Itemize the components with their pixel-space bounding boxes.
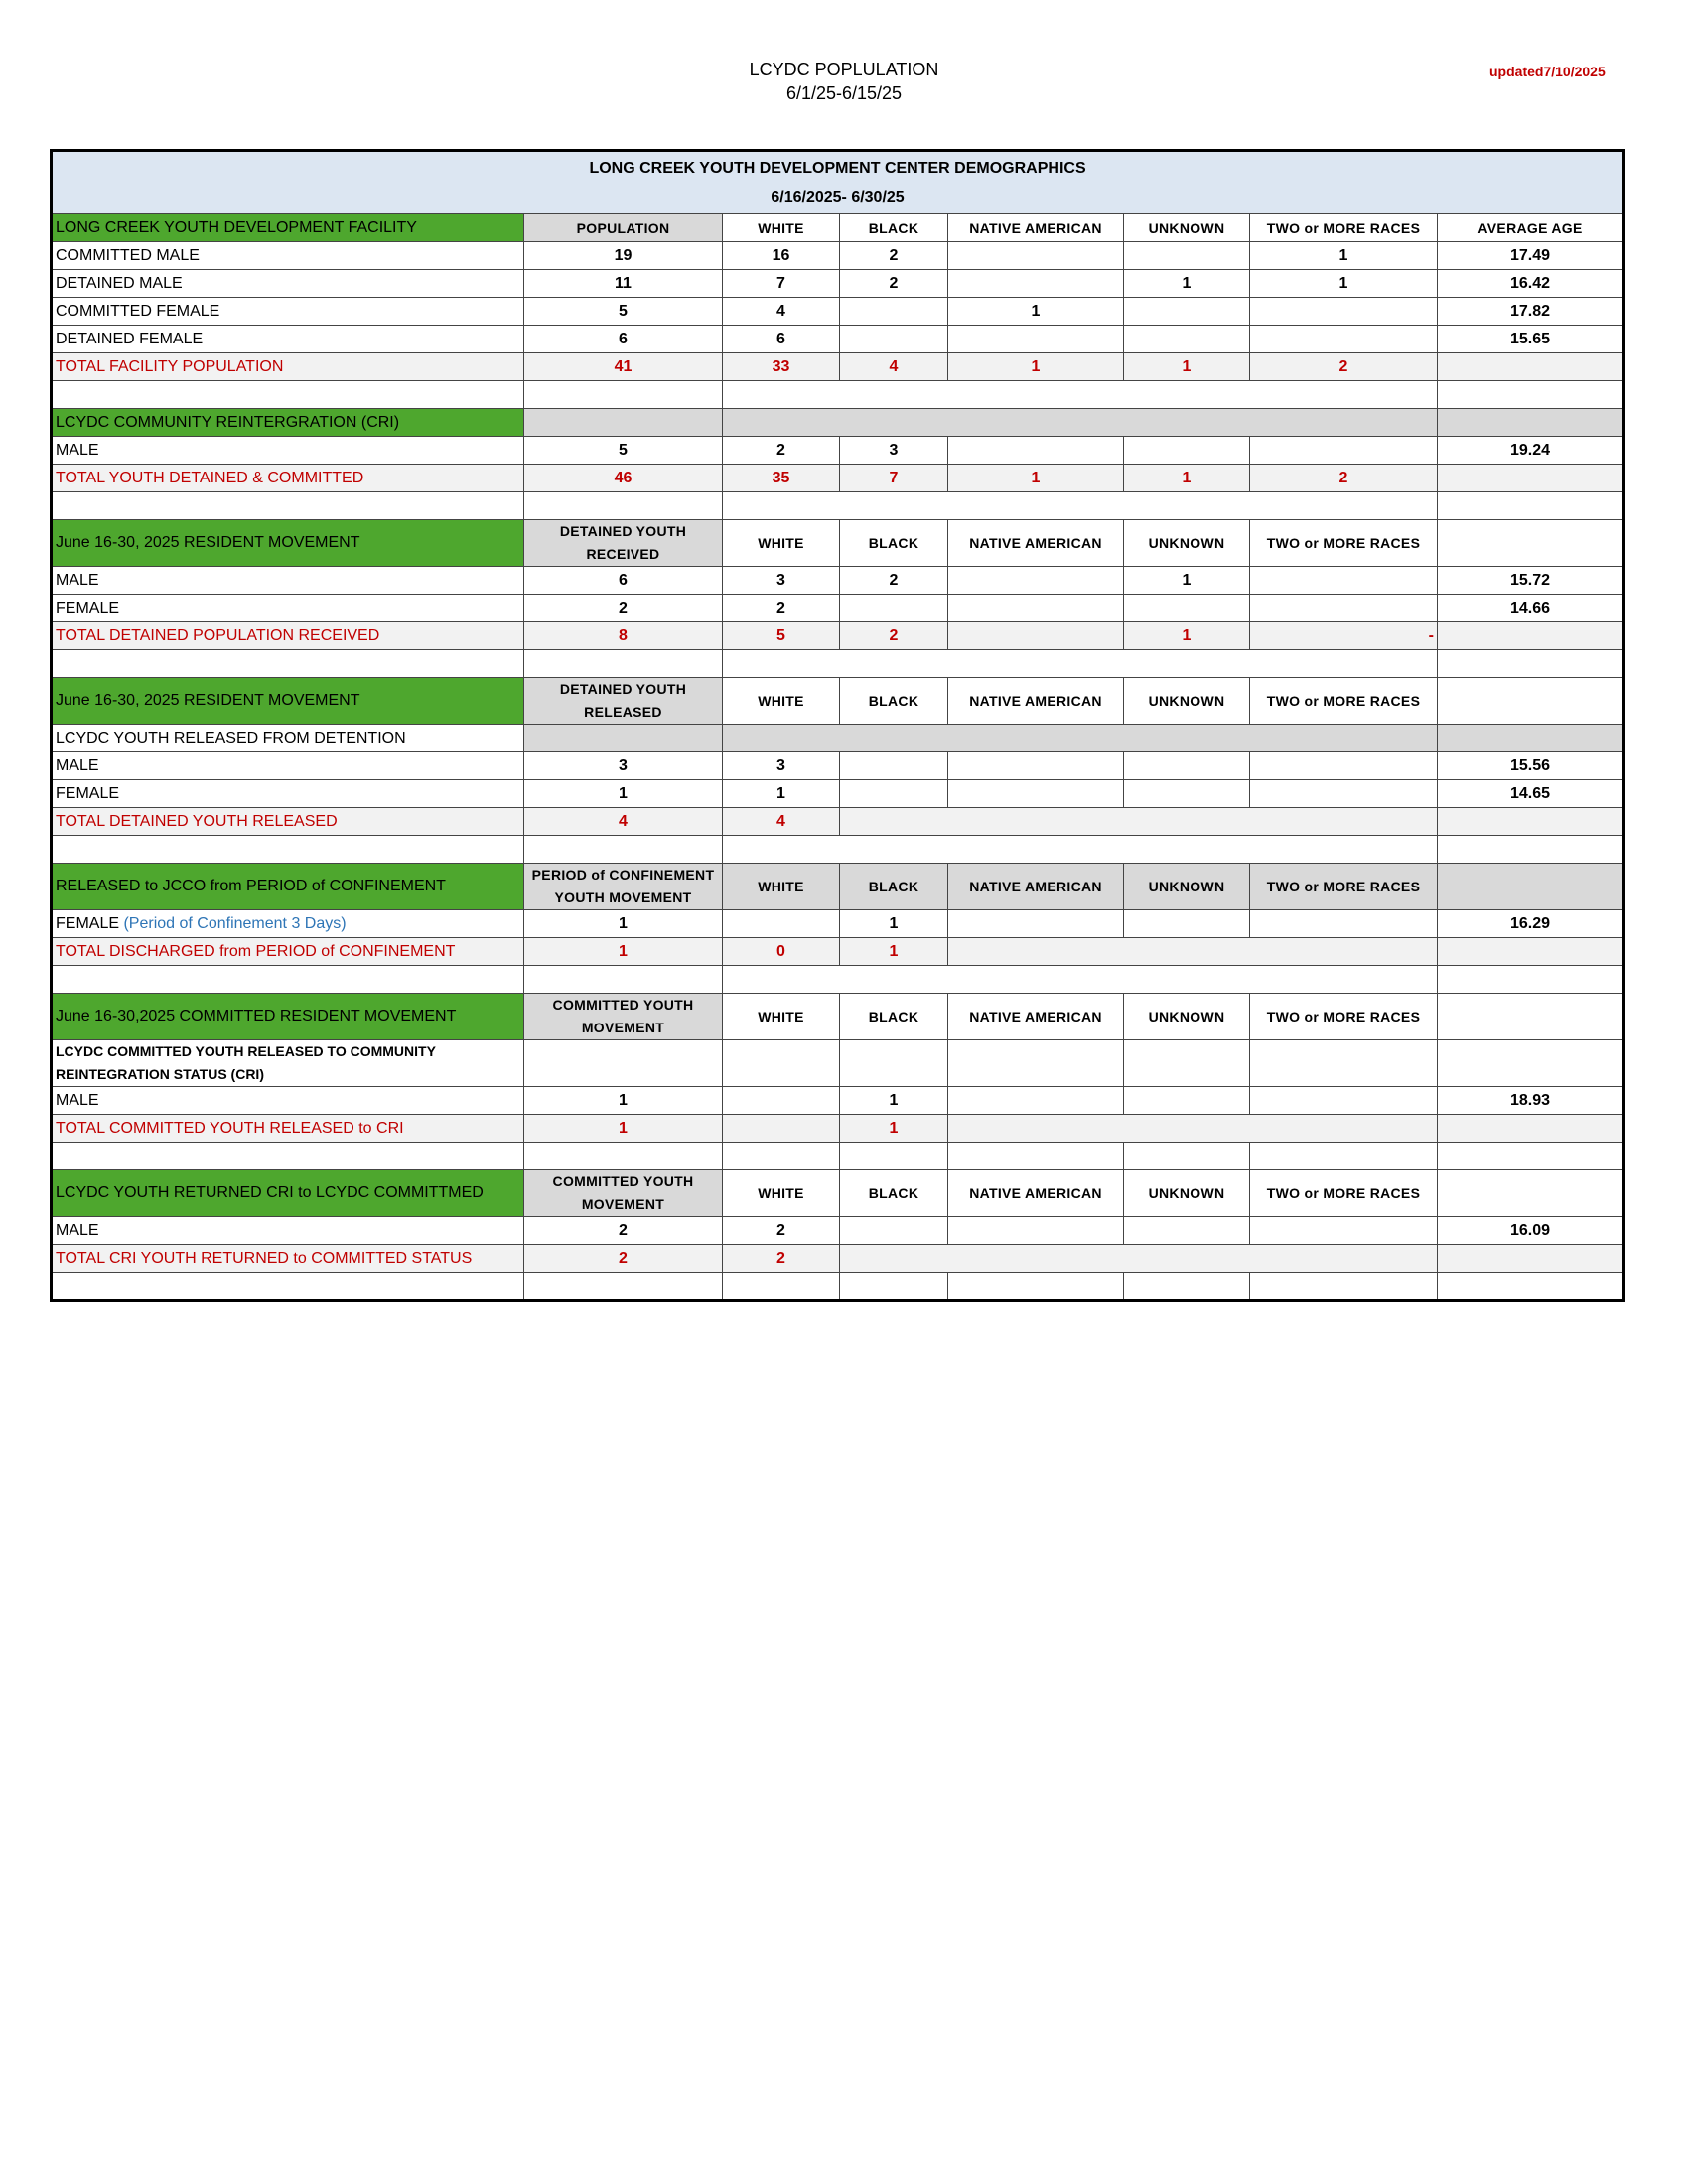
cell-population: 1 (524, 938, 723, 966)
cell-native: 1 (948, 465, 1124, 492)
cell-population: 2 (524, 1245, 723, 1273)
cell-native: 1 (948, 353, 1124, 381)
cell-black: 2 (840, 242, 948, 270)
spacer-cell (524, 836, 723, 864)
col-black: BLACK (840, 864, 948, 910)
cell-average-age (1438, 1115, 1624, 1143)
spacer-cell (1438, 1170, 1624, 1217)
spacer-cell (723, 1273, 840, 1301)
spacer-cell (52, 836, 524, 864)
cell-black (840, 1217, 948, 1245)
facility-header-row (52, 214, 1624, 242)
cell-population: 2 (524, 595, 723, 622)
spacer-cell (840, 1245, 1438, 1273)
spacer-row (52, 836, 1624, 864)
cell-white: 4 (723, 298, 840, 326)
cell-native (948, 622, 1124, 650)
row-label: MALE (52, 1217, 524, 1245)
total-label: TOTAL DETAINED YOUTH RELEASED (52, 808, 524, 836)
cell-average-age (1438, 465, 1624, 492)
cri-section-label: LCYDC COMMUNITY REINTERGRATION (CRI) (52, 409, 524, 437)
spacer-cell (948, 938, 1438, 966)
cell-black: 4 (840, 353, 948, 381)
total-label: TOTAL CRI YOUTH RETURNED to COMMITTED STATUS (52, 1245, 524, 1273)
cell-average-age: 16.29 (1438, 910, 1624, 938)
col-native: NATIVE AMERICAN (948, 520, 1124, 567)
confinement-header-row (52, 864, 1624, 910)
cell-native (948, 1087, 1124, 1115)
spacer-cell (524, 1273, 723, 1301)
row-label: MALE (52, 567, 524, 595)
col-committed-movement: COMMITTED YOUTH MOVEMENT (524, 994, 723, 1040)
table-row (52, 910, 1624, 938)
facility-section-label: LONG CREEK YOUTH DEVELOPMENT FACILITY (52, 214, 524, 242)
cell-black (840, 298, 948, 326)
cell-white: 16 (723, 242, 840, 270)
cell-average-age (1438, 622, 1624, 650)
returned-section-label: LCYDC YOUTH RETURNED CRI to LCYDC COMMITTMED (52, 1170, 524, 1217)
cell-two-or-more (1250, 326, 1438, 353)
cell-two-or-more: 2 (1250, 465, 1438, 492)
col-two-or-more: TWO or MORE RACES (1250, 994, 1438, 1040)
spacer-cell (723, 409, 1438, 437)
cell-white (723, 1087, 840, 1115)
row-label: DETAINED FEMALE (52, 326, 524, 353)
cell-average-age: 19.24 (1438, 437, 1624, 465)
spacer-cell (723, 966, 1438, 994)
table-row (52, 595, 1624, 622)
cell-white: 3 (723, 567, 840, 595)
cell-population: 5 (524, 437, 723, 465)
spacer-cell (723, 1040, 840, 1087)
cell-average-age (1438, 353, 1624, 381)
col-unknown: UNKNOWN (1124, 678, 1250, 725)
spacer-cell (1438, 520, 1624, 567)
cell-population: 4 (524, 808, 723, 836)
table-title-row (52, 151, 1624, 214)
table-row (52, 567, 1624, 595)
cell-unknown: 1 (1124, 353, 1250, 381)
confinement-note: (Period of Confinement 3 Days) (123, 914, 347, 932)
col-white: WHITE (723, 678, 840, 725)
spacer-cell (1124, 1273, 1250, 1301)
cell-average-age (1438, 808, 1624, 836)
cell-white: 5 (723, 622, 840, 650)
spacer-cell (840, 1143, 948, 1170)
table-period: 6/16/2025- 6/30/25 (771, 189, 905, 205)
spacer-cell (1438, 725, 1624, 752)
total-row (52, 1245, 1624, 1273)
row-label: COMMITTED MALE (52, 242, 524, 270)
total-row (52, 808, 1624, 836)
cell-population: 2 (524, 1217, 723, 1245)
cell-white (723, 1115, 840, 1143)
demographics-table (50, 149, 1625, 1302)
cell-population: 1 (524, 1087, 723, 1115)
cell-two-or-more: 2 (1250, 353, 1438, 381)
col-unknown: UNKNOWN (1124, 214, 1250, 242)
cell-average-age: 15.65 (1438, 326, 1624, 353)
spacer-row (52, 492, 1624, 520)
row-label: COMMITTED FEMALE (52, 298, 524, 326)
cell-population: 41 (524, 353, 723, 381)
cell-average-age: 17.49 (1438, 242, 1624, 270)
cell-population: 8 (524, 622, 723, 650)
col-two-or-more: TWO or MORE RACES (1250, 1170, 1438, 1217)
spacer-cell (948, 1040, 1124, 1087)
row-label: FEMALE (56, 914, 120, 932)
col-native: NATIVE AMERICAN (948, 1170, 1124, 1217)
cell-population: 6 (524, 567, 723, 595)
cell-native (948, 270, 1124, 298)
col-confinement-movement: PERIOD of CONFINEMENT YOUTH MOVEMENT (524, 864, 723, 910)
cell-two-or-more: 1 (1250, 270, 1438, 298)
spacer-cell (1438, 994, 1624, 1040)
cell-white: 2 (723, 1217, 840, 1245)
cell-two-or-more (1250, 1087, 1438, 1115)
spacer-cell (52, 650, 524, 678)
cell-white: 0 (723, 938, 840, 966)
table-row (52, 752, 1624, 780)
cell-unknown: 1 (1124, 465, 1250, 492)
cell-population: 19 (524, 242, 723, 270)
cell-two-or-more (1250, 1217, 1438, 1245)
cell-white: 4 (723, 808, 840, 836)
spacer-cell (723, 725, 1438, 752)
col-white: WHITE (723, 520, 840, 567)
spacer-cell (1438, 836, 1624, 864)
col-native: NATIVE AMERICAN (948, 994, 1124, 1040)
spacer-cell (1438, 381, 1624, 409)
cell-population: 3 (524, 752, 723, 780)
table-row (52, 1087, 1624, 1115)
col-black: BLACK (840, 520, 948, 567)
cell-black: 1 (840, 1115, 948, 1143)
spacer-cell (1250, 1273, 1438, 1301)
cell-two-or-more: - (1250, 622, 1438, 650)
spacer-cell (1438, 650, 1624, 678)
cell-unknown (1124, 326, 1250, 353)
col-native: NATIVE AMERICAN (948, 678, 1124, 725)
col-white: WHITE (723, 1170, 840, 1217)
spacer-cell (1250, 1040, 1438, 1087)
cell-unknown (1124, 1217, 1250, 1245)
cell-unknown: 1 (1124, 567, 1250, 595)
col-two-or-more: TWO or MORE RACES (1250, 678, 1438, 725)
cell-two-or-more (1250, 298, 1438, 326)
spacer-cell (524, 381, 723, 409)
col-two-or-more: TWO or MORE RACES (1250, 864, 1438, 910)
spacer-cell (52, 1143, 524, 1170)
col-unknown: UNKNOWN (1124, 864, 1250, 910)
cell-average-age: 17.82 (1438, 298, 1624, 326)
cell-two-or-more (1250, 780, 1438, 808)
col-white: WHITE (723, 864, 840, 910)
col-white: WHITE (723, 214, 840, 242)
spacer-cell (948, 1115, 1438, 1143)
cell-native (948, 595, 1124, 622)
col-unknown: UNKNOWN (1124, 994, 1250, 1040)
cell-average-age: 14.66 (1438, 595, 1624, 622)
cell-two-or-more (1250, 437, 1438, 465)
cell-native (948, 910, 1124, 938)
cell-unknown (1124, 752, 1250, 780)
spacer-cell (723, 381, 1438, 409)
col-native: NATIVE AMERICAN (948, 864, 1124, 910)
committed-header-row (52, 994, 1624, 1040)
col-population: POPULATION (524, 214, 723, 242)
cell-black: 1 (840, 938, 948, 966)
row-label-group (52, 910, 524, 938)
spacer-cell (1438, 1273, 1624, 1301)
spacer-cell (1250, 1143, 1438, 1170)
cell-unknown (1124, 780, 1250, 808)
col-black: BLACK (840, 1170, 948, 1217)
cell-white: 3 (723, 752, 840, 780)
table-row (52, 242, 1624, 270)
cell-population: 11 (524, 270, 723, 298)
cell-unknown: 1 (1124, 622, 1250, 650)
spacer-cell (524, 1040, 723, 1087)
total-label: TOTAL COMMITTED YOUTH RELEASED to CRI (52, 1115, 524, 1143)
spacer-cell (948, 1143, 1124, 1170)
col-unknown: UNKNOWN (1124, 520, 1250, 567)
table-row (52, 326, 1624, 353)
spacer-cell (723, 492, 1438, 520)
cell-white: 2 (723, 1245, 840, 1273)
col-detained-received: DETAINED YOUTH RECEIVED (524, 520, 723, 567)
col-two-or-more: TWO or MORE RACES (1250, 214, 1438, 242)
cell-two-or-more: 1 (1250, 242, 1438, 270)
confinement-section-label: RELEASED to JCCO from PERIOD of CONFINEMENT (52, 864, 524, 910)
cell-white: 2 (723, 437, 840, 465)
spacer-cell (1124, 1143, 1250, 1170)
spacer-row (52, 966, 1624, 994)
received-header-row (52, 520, 1624, 567)
spacer-cell (948, 1273, 1124, 1301)
spacer-cell (1438, 678, 1624, 725)
spacer-row (52, 381, 1624, 409)
col-black: BLACK (840, 214, 948, 242)
cell-white: 7 (723, 270, 840, 298)
col-native: NATIVE AMERICAN (948, 214, 1124, 242)
row-label: DETAINED MALE (52, 270, 524, 298)
cell-population: 5 (524, 298, 723, 326)
spacer-row (52, 1143, 1624, 1170)
total-row (52, 938, 1624, 966)
col-unknown: UNKNOWN (1124, 1170, 1250, 1217)
cell-population: 1 (524, 780, 723, 808)
spacer-cell (840, 808, 1438, 836)
cell-average-age: 16.09 (1438, 1217, 1624, 1245)
cell-unknown (1124, 910, 1250, 938)
cell-unknown: 1 (1124, 270, 1250, 298)
spacer-cell (52, 1273, 524, 1301)
cell-black (840, 595, 948, 622)
cell-white: 2 (723, 595, 840, 622)
released-sublabel-row (52, 725, 1624, 752)
cell-native: 1 (948, 298, 1124, 326)
cell-population: 6 (524, 326, 723, 353)
cell-black (840, 752, 948, 780)
cell-native (948, 780, 1124, 808)
cell-two-or-more (1250, 595, 1438, 622)
row-label: MALE (52, 437, 524, 465)
total-label: TOTAL DETAINED POPULATION RECEIVED (52, 622, 524, 650)
table-row (52, 1217, 1624, 1245)
spacer-cell (723, 650, 1438, 678)
col-black: BLACK (840, 994, 948, 1040)
spacer-cell (1438, 1040, 1624, 1087)
cell-population: 1 (524, 1115, 723, 1143)
spacer-cell (840, 1273, 948, 1301)
cell-native (948, 326, 1124, 353)
cell-black: 2 (840, 567, 948, 595)
cell-white: 33 (723, 353, 840, 381)
spacer-cell (524, 966, 723, 994)
spacer-cell (723, 836, 1438, 864)
total-row (52, 465, 1624, 492)
row-label: FEMALE (52, 595, 524, 622)
released-section-label: June 16-30, 2025 RESIDENT MOVEMENT (52, 678, 524, 725)
committed-section-label: June 16-30,2025 COMMITTED RESIDENT MOVEMENT (52, 994, 524, 1040)
col-white: WHITE (723, 994, 840, 1040)
cell-black (840, 326, 948, 353)
cell-average-age: 15.72 (1438, 567, 1624, 595)
cell-native (948, 1217, 1124, 1245)
spacer-cell (1124, 1040, 1250, 1087)
cell-population: 46 (524, 465, 723, 492)
cell-average-age (1438, 938, 1624, 966)
cell-black: 3 (840, 437, 948, 465)
spacer-cell (524, 725, 723, 752)
spacer-cell (1438, 864, 1624, 910)
cell-unknown (1124, 437, 1250, 465)
spacer-cell (52, 966, 524, 994)
col-detained-released: DETAINED YOUTH RELEASED (524, 678, 723, 725)
cell-black: 7 (840, 465, 948, 492)
cell-average-age: 14.65 (1438, 780, 1624, 808)
spacer-cell (52, 492, 524, 520)
total-label: TOTAL DISCHARGED from PERIOD of CONFINEMENT (52, 938, 524, 966)
cell-two-or-more (1250, 910, 1438, 938)
spacer-row (52, 1273, 1624, 1301)
spacer-cell (1438, 1143, 1624, 1170)
spacer-cell (840, 1040, 948, 1087)
released-header-row (52, 678, 1624, 725)
table-row (52, 298, 1624, 326)
table-row (52, 780, 1624, 808)
cell-unknown (1124, 1087, 1250, 1115)
cell-native (948, 242, 1124, 270)
cell-native (948, 752, 1124, 780)
cell-white: 1 (723, 780, 840, 808)
row-label: MALE (52, 752, 524, 780)
table-title: LONG CREEK YOUTH DEVELOPMENT CENTER DEMOGRAPHICS (589, 160, 1086, 177)
spacer-cell (1438, 492, 1624, 520)
cell-white (723, 910, 840, 938)
cell-unknown (1124, 298, 1250, 326)
cri-header-row (52, 409, 1624, 437)
spacer-cell (52, 381, 524, 409)
cell-average-age: 18.93 (1438, 1087, 1624, 1115)
returned-header-row (52, 1170, 1624, 1217)
cell-black (840, 780, 948, 808)
cell-average-age: 16.42 (1438, 270, 1624, 298)
col-black: BLACK (840, 678, 948, 725)
cell-two-or-more (1250, 567, 1438, 595)
updated-date: updated7/10/2025 (1489, 64, 1606, 79)
spacer-row (52, 650, 1624, 678)
total-row (52, 622, 1624, 650)
row-label: LCYDC YOUTH RELEASED FROM DETENTION (52, 725, 524, 752)
spacer-cell (524, 650, 723, 678)
cell-native (948, 567, 1124, 595)
cell-white: 6 (723, 326, 840, 353)
total-label: TOTAL FACILITY POPULATION (52, 353, 524, 381)
cell-population: 1 (524, 910, 723, 938)
spacer-cell (1438, 966, 1624, 994)
table-row (52, 437, 1624, 465)
total-label: TOTAL YOUTH DETAINED & COMMITTED (52, 465, 524, 492)
cell-average-age (1438, 1245, 1624, 1273)
row-label: LCYDC COMMITTED YOUTH RELEASED TO COMMUNITY REINTEGRATION STATUS (CRI) (52, 1040, 524, 1087)
cell-average-age: 15.56 (1438, 752, 1624, 780)
cell-black: 1 (840, 1087, 948, 1115)
table-row (52, 270, 1624, 298)
col-two-or-more: TWO or MORE RACES (1250, 520, 1438, 567)
col-average-age: AVERAGE AGE (1438, 214, 1624, 242)
spacer-cell (524, 1143, 723, 1170)
cell-black: 1 (840, 910, 948, 938)
received-section-label: June 16-30, 2025 RESIDENT MOVEMENT (52, 520, 524, 567)
cell-unknown (1124, 595, 1250, 622)
spacer-cell (524, 492, 723, 520)
spacer-cell (524, 409, 723, 437)
cell-white: 35 (723, 465, 840, 492)
spacer-cell (723, 1143, 840, 1170)
document-title: LCYDC POPLULATION (749, 60, 939, 79)
spacer-cell (1438, 409, 1624, 437)
total-row (52, 1115, 1624, 1143)
row-label: FEMALE (52, 780, 524, 808)
committed-sublabel-row (52, 1040, 1624, 1087)
col-committed-movement: COMMITTED YOUTH MOVEMENT (524, 1170, 723, 1217)
document-date-range: 6/1/25-6/15/25 (785, 83, 903, 103)
cell-unknown (1124, 242, 1250, 270)
cell-two-or-more (1250, 752, 1438, 780)
total-row (52, 353, 1624, 381)
cell-black: 2 (840, 622, 948, 650)
row-label: MALE (52, 1087, 524, 1115)
cell-black: 2 (840, 270, 948, 298)
cell-native (948, 437, 1124, 465)
